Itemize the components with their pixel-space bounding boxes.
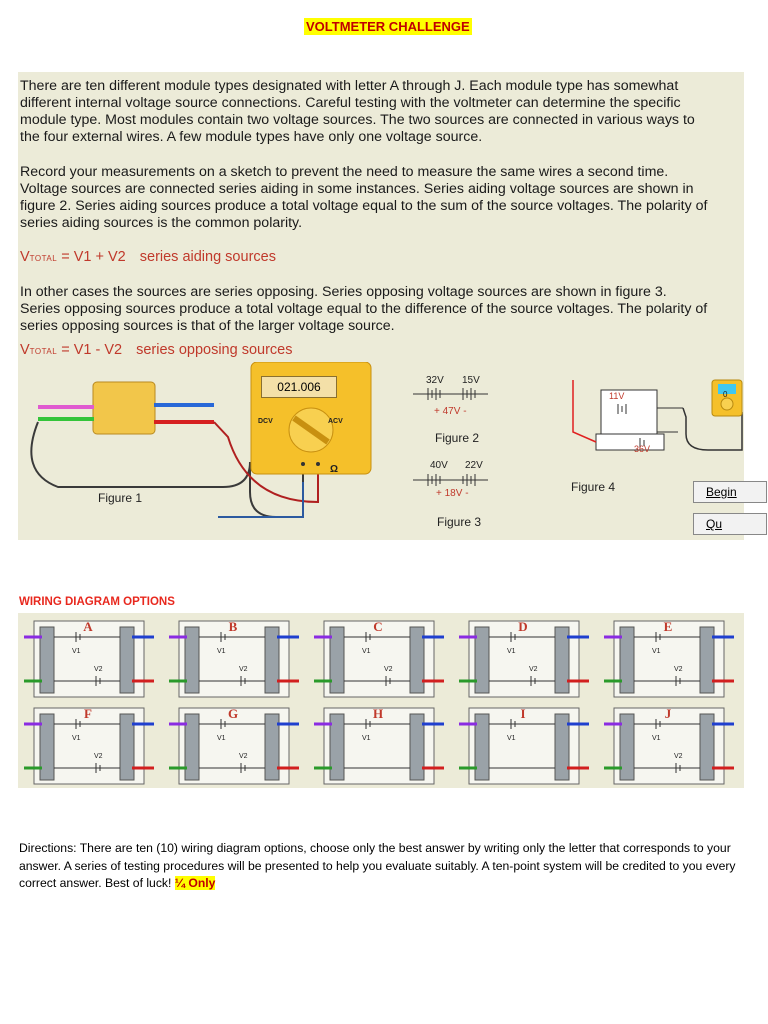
module-option-i[interactable] — [459, 706, 589, 784]
module-v1-label: V1 — [652, 648, 661, 655]
directions-highlight: ¼ Only — [174, 876, 216, 890]
formula-aiding: VTOTAL = V1 + V2 series aiding sources — [20, 249, 276, 265]
module-v2-label: V2 — [239, 753, 248, 760]
module-v2-label: V2 — [529, 666, 538, 673]
begin-button[interactable]: Begin — [693, 481, 767, 503]
module-letter: I — [520, 706, 526, 721]
module-v1-label: V1 — [217, 735, 226, 742]
fig3-v2: 22V — [465, 460, 483, 471]
fig2-v2: 15V — [462, 375, 480, 386]
fig4-v1: 11V — [609, 391, 625, 401]
module-v1-label: V1 — [72, 648, 81, 655]
figure1-label: Figure 1 — [98, 491, 143, 505]
module-option-j[interactable] — [604, 706, 734, 784]
opposing-line: Series opposing sources produce a total voltage equal to the difference of the source voltages. The polarity of — [20, 301, 708, 317]
challenge-panel — [18, 72, 744, 540]
module-v1-label: V1 — [362, 648, 371, 655]
fig4-diagram — [573, 380, 742, 450]
intro-line: different internal voltage source connections. Careful testing with the voltmeter can determine the specific — [20, 95, 681, 111]
meter-acv-label: ACV — [328, 418, 343, 425]
figure4-label: Figure 4 — [571, 480, 616, 494]
figure3-label: Figure 3 — [437, 515, 482, 529]
jack-v — [316, 462, 320, 466]
module-v1-label: V1 — [507, 648, 516, 655]
aiding-line: Voltage sources are connected series aiding in some instances. Series aiding voltage sources are shown in — [20, 181, 694, 197]
fig4-red-lead — [573, 380, 596, 442]
module-option-h[interactable] — [314, 706, 444, 784]
module-option-b[interactable] — [169, 619, 299, 697]
module-option-e[interactable] — [604, 619, 734, 697]
fig3-total: + 18V - — [436, 488, 469, 499]
module-v1-label: V1 — [652, 735, 661, 742]
module-letter: E — [663, 619, 673, 634]
fig4-meter-value: 0 — [723, 390, 728, 399]
module-v2-label: V2 — [94, 666, 103, 673]
directions-text: Directions: There are ten (10) wiring diagram options, choose only the best answer by writing only the letter that corresponds to your answer. A series of testing procedures will be presented to help you evaluate suitably. A ten-point system will be credited to you every correct answer. Best of luck! ¼ Only — [19, 841, 736, 890]
module-v2-label: V2 — [94, 753, 103, 760]
wiring-diagrams — [18, 613, 744, 788]
module-v2-label: V2 — [674, 753, 683, 760]
module-letter: G — [227, 706, 239, 721]
opposing-line: In other cases the sources are series opposing. Series opposing voltage sources are shown in figure 3. — [20, 284, 667, 300]
fig2-v1: 32V — [426, 375, 444, 386]
aiding-line: figure 2. Series aiding sources produce a total voltage equal to the sum of the source voltages. The polarity of — [20, 198, 708, 214]
module-letter: B — [228, 619, 238, 634]
intro-line: There are ten different module types designated with letter A through J. Each module type has somewhat — [20, 78, 679, 94]
figure2-label: Figure 2 — [435, 431, 480, 445]
quit-button[interactable]: Qu — [693, 513, 767, 535]
module-v1-label: V1 — [217, 648, 226, 655]
intro-line: module type. Most modules contain two voltage sources. The two sources are connected in various ways to — [20, 112, 695, 128]
module-box — [93, 382, 155, 434]
module-letter: J — [664, 706, 672, 721]
aiding-line: series aiding sources is the common polarity. — [20, 215, 303, 231]
fig4-v2: 36V — [634, 444, 651, 454]
module-option-a[interactable] — [24, 619, 154, 697]
module-v1-label: V1 — [72, 735, 81, 742]
fig3-v1: 40V — [430, 460, 448, 471]
module-v1-label: V1 — [507, 735, 516, 742]
module-letter: D — [518, 619, 528, 634]
module-option-d[interactable] — [459, 619, 589, 697]
aiding-line: Record your measurements on a sketch to prevent the need to measure the same wires a second time. — [20, 164, 669, 180]
fig2-batteries — [413, 388, 488, 400]
meter-dcv-label: DCV — [258, 418, 273, 425]
opposing-line: series opposing sources is that of the larger voltage source. — [20, 318, 395, 334]
wiring-section-title: WIRING DIAGRAM OPTIONS — [19, 596, 175, 608]
jack-com — [301, 462, 305, 466]
module-option-f[interactable] — [24, 706, 154, 784]
module-v1-label: V1 — [362, 735, 371, 742]
module-v2-label: V2 — [384, 666, 393, 673]
fig4-meter-dial — [721, 398, 733, 410]
intro-line: the four external wires. A few module types have only one voltage source. — [20, 129, 483, 145]
fig3-batteries — [413, 474, 488, 486]
module-option-g[interactable] — [169, 706, 299, 784]
meter-ohm-label: Ω — [330, 464, 339, 475]
fig2-total: + 47V - — [434, 406, 467, 417]
meter-reading: 021.006 — [261, 376, 337, 398]
module-letter: H — [372, 706, 384, 721]
module-letter: C — [373, 619, 383, 634]
module-letter: A — [83, 619, 93, 634]
wiring-diagram-grid — [18, 613, 744, 788]
module-option-c[interactable] — [314, 619, 444, 697]
module-letter: F — [84, 706, 92, 721]
page-title: VOLTMETER CHALLENGE — [306, 19, 470, 34]
module-v2-label: V2 — [674, 666, 683, 673]
module-v2-label: V2 — [239, 666, 248, 673]
formula-opposing: VTOTAL = V1 - V2 series opposing sources — [20, 342, 293, 358]
